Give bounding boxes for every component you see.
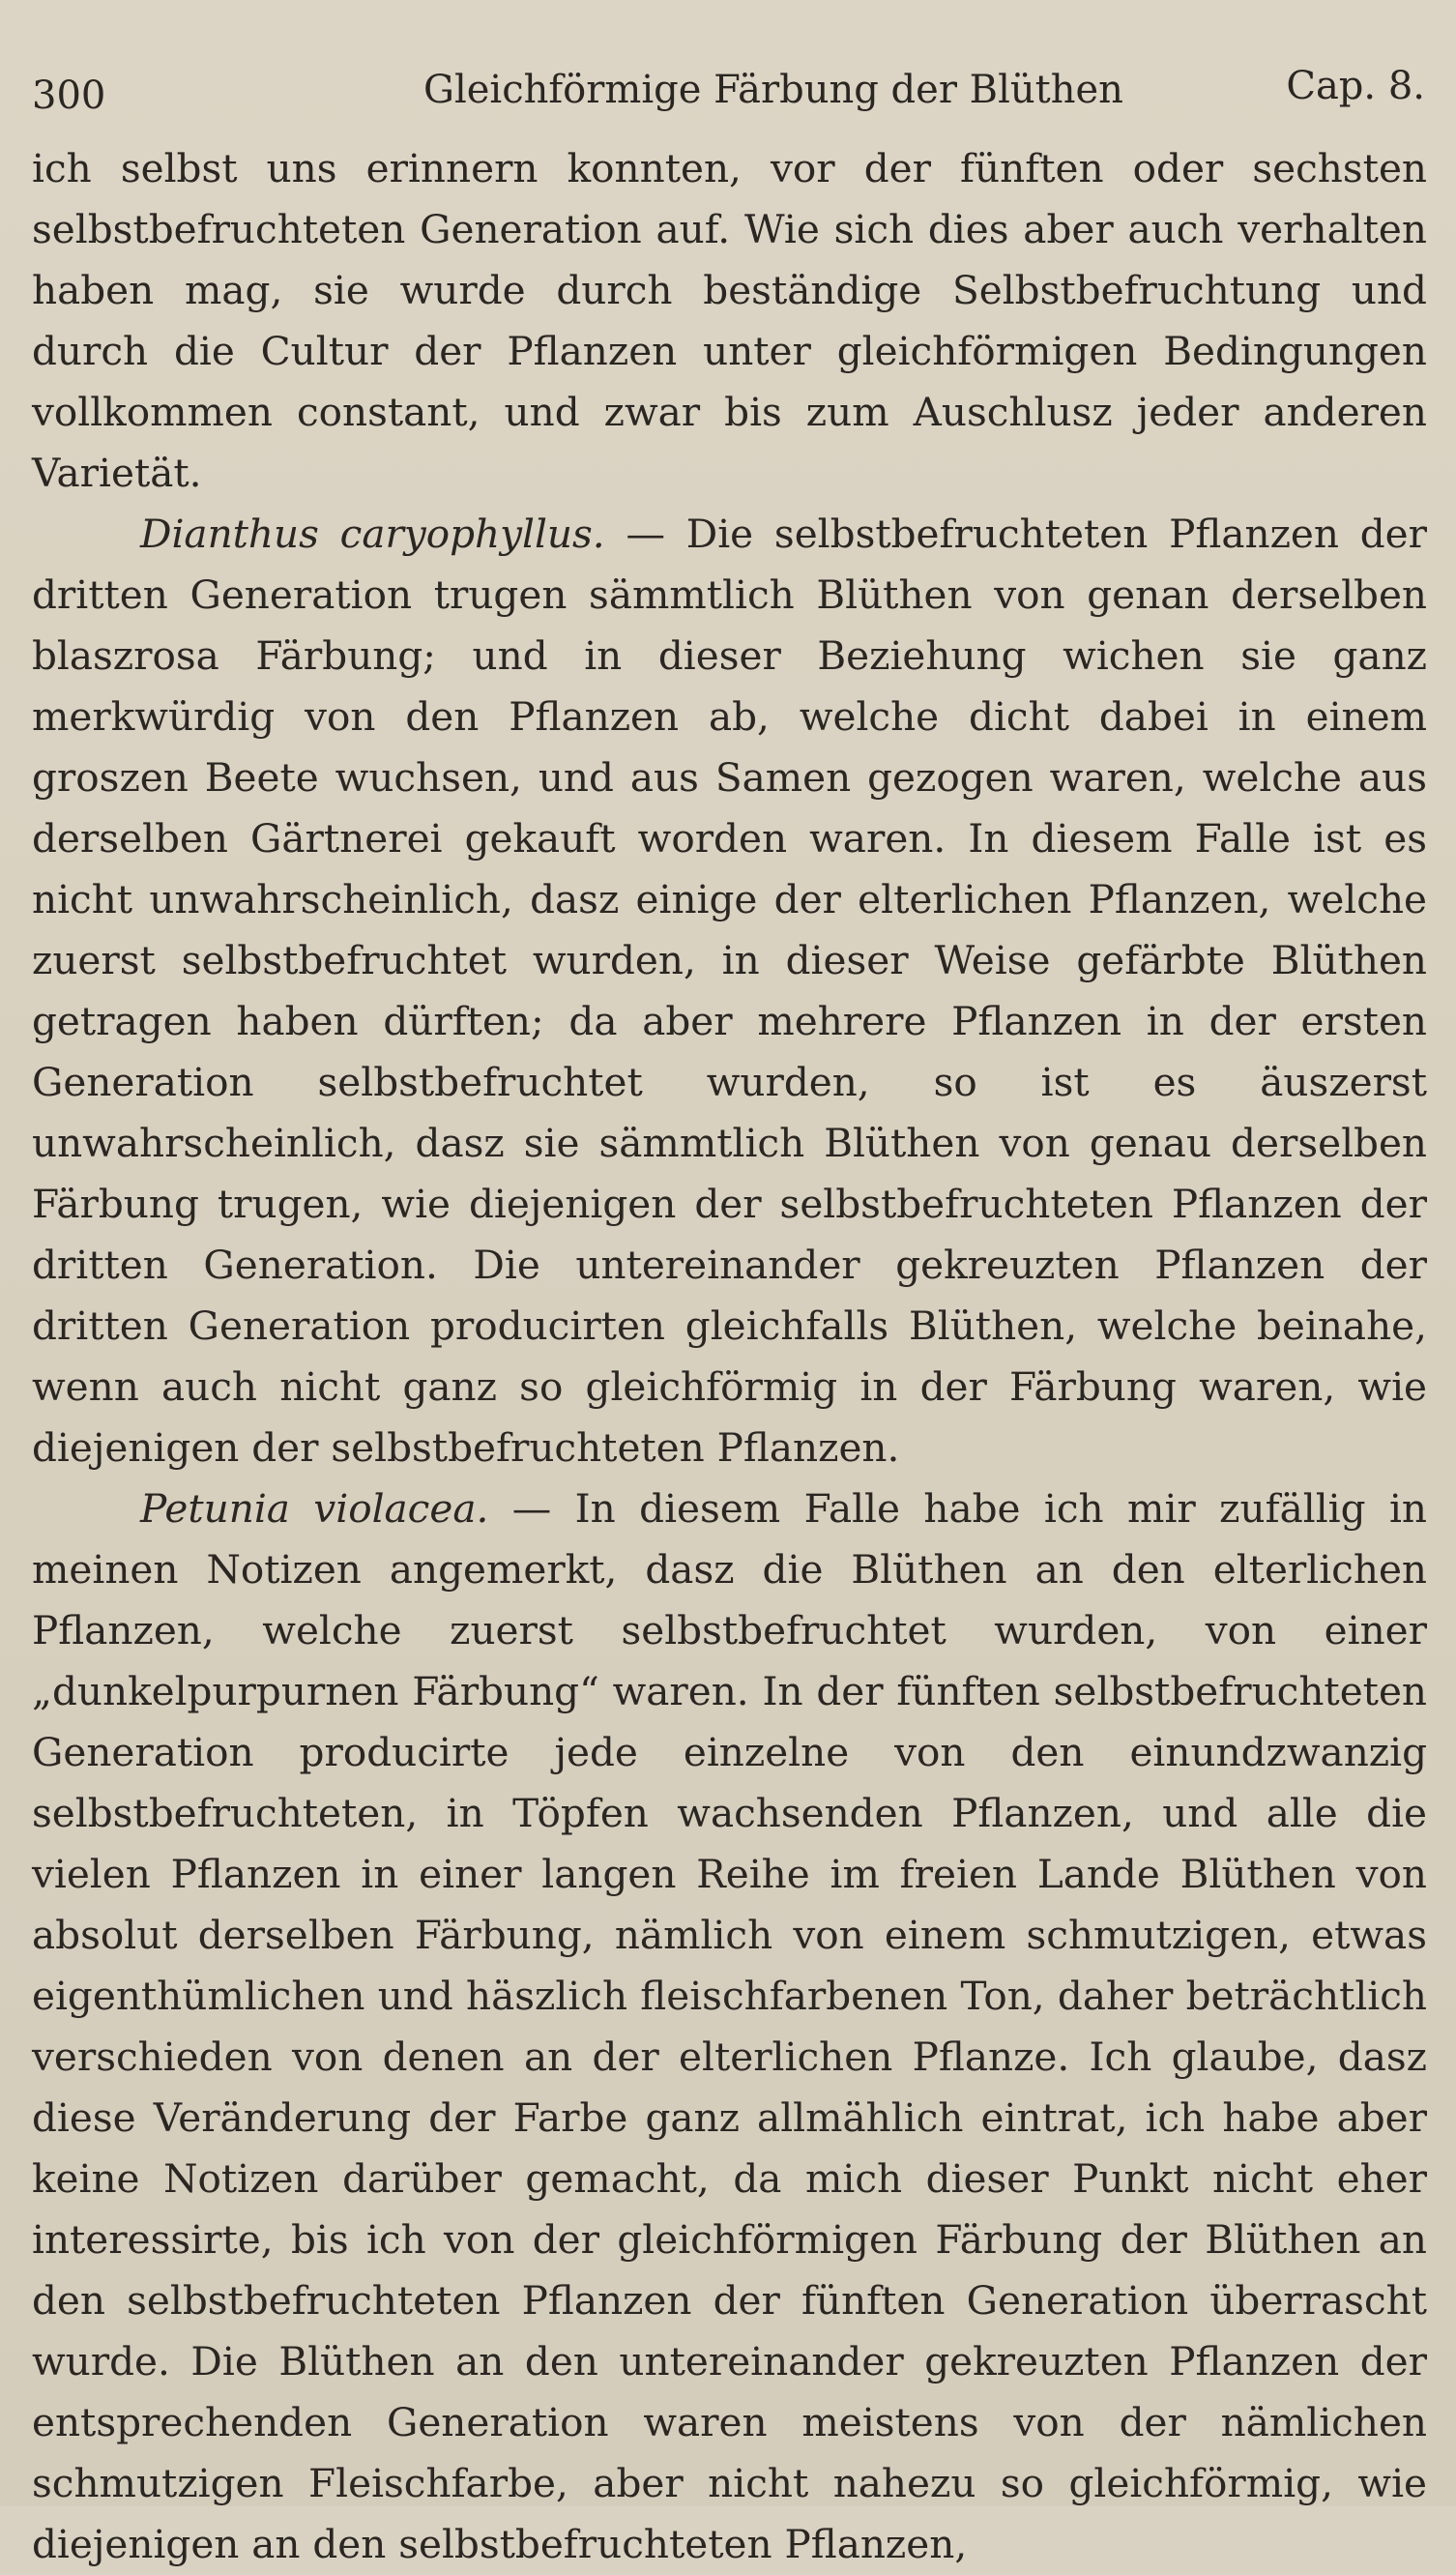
paragraph-dianthus [32, 504, 1427, 1478]
paragraph-continuation [32, 138, 1427, 504]
species-name: Dianthus caryophyllus. [140, 511, 605, 557]
running-header [32, 56, 1427, 124]
paragraph-text: — Die selbstbefruchteten Pflanzen der dritten Generation trugen sämmtlich Blüthen von genan derselben blaszrosa Färbung; und in dieser Beziehung wichen sie ganz merkwürdig von den Pflanzen ab, welche dicht dabei in einem groszen Beete wuchsen, und aus Samen gezogen waren, welche aus derselben Gärtnerei gekauft worden waren. In diesem Falle ist es nicht unwahrscheinlich, dasz einige der elterlichen Pflanzen, welche zuerst selbstbefruchtet wurden, in dieser Weise gefärbte Blüthen getragen haben dürften; da aber mehrere Pflanzen in der ersten Generation selbstbefruchtet wurden, so ist es äuszerst unwahrscheinlich, dasz sie sämmtlich Blüthen von genau derselben Färbung trugen, wie diejenigen der selbstbefruchteten Pflanzen der dritten Generation. Die untereinander gekreuzten Pflanzen der dritten Generation producirten gleichfalls Blüthen, welche beinahe, wenn auch nicht ganz so gleichförmig in der Färbung waren, wie diejenigen der selbstbefruchteten Pflanzen. [32, 511, 1428, 1471]
running-title: Gleichförmige Färbung der Blüthen [423, 68, 1123, 112]
page-number: 300 [32, 73, 106, 118]
body-text [32, 138, 1427, 2575]
chapter-label: Cap. 8. [1286, 64, 1425, 108]
paragraph-petunia [32, 1478, 1427, 2575]
paragraph-text: — In diesem Falle habe ich mir zufällig in meinen Notizen angemerkt, dasz die Blüthen an den elterlichen Pflanzen, welche zuerst selbstbefruchtet wurden, von einer „dunkelpurpurnen Färbung“ waren. In der fünften selbstbefruchteten Generation producirte jede einzelne von den einundzwanzig selbstbefruchteten, in Töpfen wachsenden Pflanzen, und alle die vielen Pflanzen in einer langen Reihe im freien Lande Blüthen von absolut derselben Färbung, nämlich von einem schmutzigen, etwas eigenthümlichen und häszlich fleischfarbenen Ton, daher beträchtlich verschieden von denen an der elterlichen Pflanze. Ich glaube, dasz diese Veränderung der Farbe ganz allmählich eintrat, ich habe aber keine Notizen darüber gemacht, da mich dieser Punkt nicht eher interessirte, bis ich von der gleichförmigen Färbung der Blüthen an den selbstbefruchteten Pflanzen der fünften Generation überrascht wurde. Die Blüthen an den untereinander gekreuzten Pflanzen der entsprechenden Generation waren meistens von der nämlichen schmutzigen Fleischfarbe, aber nicht nahezu so gleichförmig, wie diejenigen an den selbstbefruchteten Pflanzen, [32, 1485, 1427, 2567]
paragraph-text: ich selbst uns erinnern konnten, vor der fünften oder sechsten selbstbefruchteten Generation auf. Wie sich dies aber auch verhalten haben mag, sie wurde durch beständige Selbstbefruchtung und durch die Cultur der Pflanzen unter gleichförmigen Bedingungen vollkommen constant, und zwar bis zum Auschlusz jeder anderen Varietät. [32, 145, 1427, 496]
species-name: Petunia violacea. [140, 1485, 489, 1532]
